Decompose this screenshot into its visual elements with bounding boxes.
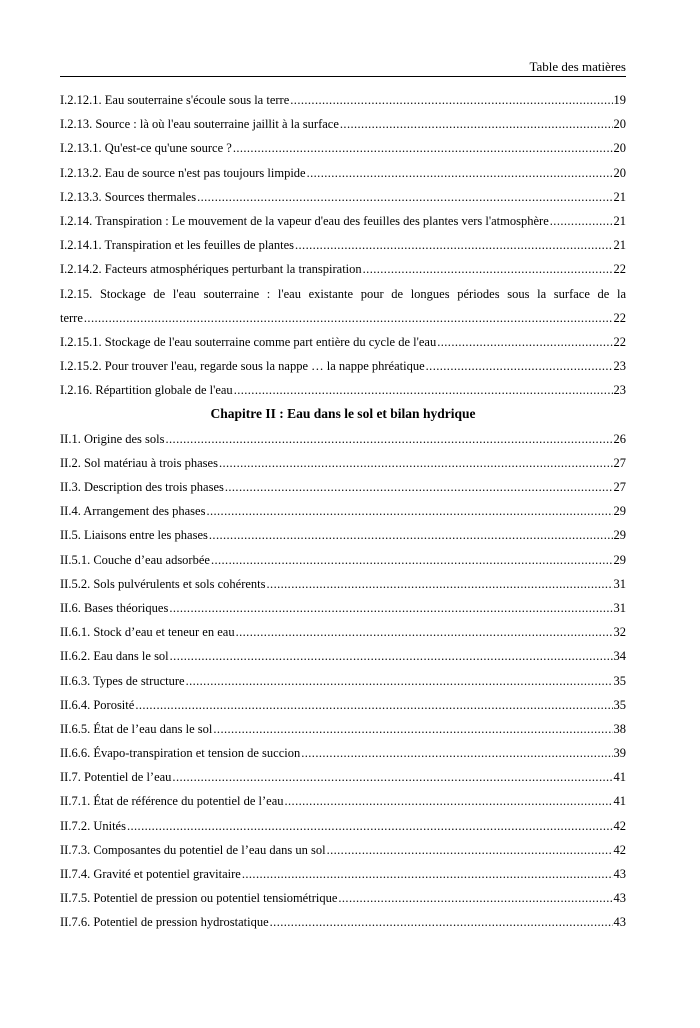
toc-entry[interactable] bbox=[60, 477, 626, 501]
toc-entry-page: 32 bbox=[613, 625, 626, 640]
toc-entry-page: 39 bbox=[613, 746, 626, 761]
dot-leader bbox=[206, 501, 612, 521]
dot-leader bbox=[550, 211, 613, 231]
toc-entry-label: II.1. Origine des sols bbox=[60, 431, 165, 446]
dot-leader bbox=[186, 671, 613, 691]
dot-leader bbox=[234, 380, 613, 400]
toc-entry[interactable] bbox=[60, 864, 626, 888]
table-of-contents bbox=[60, 90, 626, 937]
toc-entry-label: II.6.5. État de l’eau dans le sol bbox=[60, 721, 213, 736]
toc-entry-page: 35 bbox=[613, 673, 626, 688]
toc-entry[interactable] bbox=[60, 211, 626, 235]
toc-entry-label: II.6.4. Porosité bbox=[60, 697, 135, 712]
toc-entry-label: II.7.2. Unités bbox=[60, 818, 126, 833]
toc-entry[interactable] bbox=[60, 767, 626, 791]
toc-entry[interactable] bbox=[60, 550, 626, 574]
toc-entry-label: I.2.13.2. Eau de source n'est pas toujours limpide bbox=[60, 165, 306, 180]
toc-entry-label: I.2.14. Transpiration : Le mouvement de la vapeur d'eau des feuilles des plantes vers l'atmosphère bbox=[60, 213, 549, 228]
toc-entry[interactable] bbox=[60, 840, 626, 864]
toc-entry-label: II.2. Sol matériau à trois phases bbox=[60, 455, 218, 470]
toc-entry[interactable] bbox=[60, 90, 626, 114]
toc-entry-wrapped-line1[interactable] bbox=[60, 284, 626, 308]
toc-entry-page: 21 bbox=[613, 189, 626, 204]
dot-leader bbox=[242, 864, 613, 884]
toc-entry[interactable] bbox=[60, 598, 626, 622]
toc-entry[interactable] bbox=[60, 743, 626, 767]
toc-entry[interactable] bbox=[60, 187, 626, 211]
toc-entry-label: I.2.14.2. Facteurs atmosphériques perturbant la transpiration bbox=[60, 262, 362, 277]
toc-entry[interactable] bbox=[60, 356, 626, 380]
dot-leader bbox=[197, 187, 612, 207]
toc-entry-page: 22 bbox=[613, 334, 626, 349]
dot-leader bbox=[301, 743, 612, 763]
toc-entry-page: 42 bbox=[613, 818, 626, 833]
toc-entry-page: 29 bbox=[613, 528, 626, 543]
toc-entry[interactable] bbox=[60, 719, 626, 743]
dot-leader bbox=[307, 163, 613, 183]
dot-leader bbox=[172, 767, 612, 787]
toc-entry-page: 41 bbox=[613, 770, 626, 785]
dot-leader bbox=[267, 574, 613, 594]
toc-entry-label: II.4. Arrangement des phases bbox=[60, 504, 206, 519]
toc-entry-label: II.5.1. Couche d’eau adsorbée bbox=[60, 552, 210, 567]
toc-entry-page: 35 bbox=[613, 697, 626, 712]
dot-leader bbox=[84, 308, 613, 328]
dot-leader bbox=[338, 888, 612, 908]
toc-entry-page: 19 bbox=[613, 93, 626, 107]
toc-entry-page: 41 bbox=[613, 794, 626, 809]
dot-leader bbox=[219, 453, 613, 473]
toc-entry-page: 27 bbox=[613, 455, 626, 470]
toc-entry-page: 38 bbox=[613, 721, 626, 736]
toc-entry-label: I.2.15.1. Stockage de l'eau souterraine comme part entière du cycle de l'eau bbox=[60, 334, 437, 349]
toc-entry-page: 22 bbox=[613, 262, 626, 277]
toc-entry[interactable] bbox=[60, 163, 626, 187]
toc-entry[interactable] bbox=[60, 671, 626, 695]
dot-leader bbox=[225, 477, 613, 497]
dot-leader bbox=[233, 138, 613, 158]
toc-entry-label: I.2.13.1. Qu'est-ce qu'une source ? bbox=[60, 141, 232, 156]
toc-entry[interactable] bbox=[60, 501, 626, 525]
toc-entry-label: II.7.6. Potentiel de pression hydrostatique bbox=[60, 915, 269, 930]
dot-leader bbox=[426, 356, 613, 376]
dot-leader bbox=[290, 90, 612, 110]
toc-entry-page: 20 bbox=[613, 117, 626, 132]
toc-entry-label: II.6.1. Stock d’eau et teneur en eau bbox=[60, 625, 235, 640]
toc-entry-label: II.7.3. Composantes du potentiel de l’eau dans un sol bbox=[60, 842, 326, 857]
toc-entry[interactable] bbox=[60, 816, 626, 840]
toc-entry[interactable] bbox=[60, 380, 626, 404]
toc-entry-page: 29 bbox=[613, 504, 626, 519]
dot-leader bbox=[213, 719, 612, 739]
dot-leader bbox=[127, 816, 613, 836]
toc-entry[interactable] bbox=[60, 453, 626, 477]
toc-entry[interactable] bbox=[60, 791, 626, 815]
toc-entry-label: II.3. Description des trois phases bbox=[60, 480, 224, 494]
toc-entry-label: II.7. Potentiel de l’eau bbox=[60, 770, 172, 785]
toc-entry-page: 42 bbox=[613, 842, 626, 857]
toc-group-chapter-1 bbox=[60, 90, 626, 284]
toc-entry[interactable] bbox=[60, 622, 626, 646]
dot-leader bbox=[270, 912, 613, 932]
chapter-heading: Chapitre II : Eau dans le sol et bilan hydrique bbox=[210, 406, 476, 422]
toc-entry-label: II.7.4. Gravité et potentiel gravitaire bbox=[60, 867, 241, 881]
toc-entry-label: I.2.15. Stockage de l'eau souterraine : l'eau existante pour de longues périodes sous la surface de la bbox=[60, 286, 626, 301]
toc-entry-page: 31 bbox=[613, 576, 626, 591]
dot-leader bbox=[363, 259, 613, 279]
toc-entry-page: 43 bbox=[613, 867, 626, 881]
dot-leader bbox=[285, 791, 613, 811]
toc-entry[interactable] bbox=[60, 114, 626, 138]
running-header: Table des matières bbox=[529, 59, 626, 74]
toc-entry[interactable] bbox=[60, 695, 626, 719]
dot-leader bbox=[166, 429, 613, 449]
dot-leader bbox=[209, 525, 613, 545]
toc-entry-label: I.2.14.1. Transpiration et les feuilles de plantes bbox=[60, 238, 294, 253]
toc-entry-label: terre bbox=[60, 310, 83, 325]
dot-leader bbox=[236, 622, 613, 642]
toc-entry-page: 23 bbox=[613, 383, 626, 398]
toc-entry-page: 31 bbox=[613, 600, 626, 615]
toc-entry[interactable] bbox=[60, 332, 626, 356]
dot-leader bbox=[327, 840, 613, 860]
toc-entry[interactable] bbox=[60, 888, 626, 912]
toc-entry-label: II.6.6. Évapo-transpiration et tension de succion bbox=[60, 746, 301, 761]
toc-entry-label: II.6.2. Eau dans le sol bbox=[60, 649, 169, 664]
toc-entry[interactable] bbox=[60, 138, 626, 162]
toc-entry[interactable] bbox=[60, 235, 626, 259]
toc-entry-page: 21 bbox=[613, 238, 626, 253]
toc-entry-wrapped-line2[interactable] bbox=[60, 308, 626, 332]
toc-entry-label: II.6.3. Types de structure bbox=[60, 673, 185, 688]
dot-leader bbox=[340, 114, 613, 134]
toc-entry-label: I.2.15.2. Pour trouver l'eau, regarde sous la nappe … la nappe phréatique bbox=[60, 359, 425, 374]
toc-group-chapter-1-cont bbox=[60, 332, 626, 405]
toc-entry-label: I.2.13.3. Sources thermales bbox=[60, 189, 197, 204]
toc-entry-page: 27 bbox=[613, 480, 626, 494]
toc-entry-label: II.5.2. Sols pulvérulents et sols cohérents bbox=[60, 576, 266, 591]
toc-entry[interactable] bbox=[60, 259, 626, 283]
toc-entry-page: 34 bbox=[613, 649, 626, 664]
toc-entry-label: II.6. Bases théoriques bbox=[60, 600, 169, 615]
toc-entry[interactable] bbox=[60, 525, 626, 549]
toc-entry-label: I.2.12.1. Eau souterraine s'écoule sous la terre bbox=[60, 93, 290, 107]
header-rule bbox=[60, 76, 626, 77]
dot-leader bbox=[135, 695, 612, 715]
toc-entry-page: 43 bbox=[613, 915, 626, 930]
toc-entry-label: I.2.16. Répartition globale de l'eau bbox=[60, 383, 233, 398]
toc-entry-label: II.5. Liaisons entre les phases bbox=[60, 528, 208, 543]
toc-entry[interactable] bbox=[60, 429, 626, 453]
dot-leader bbox=[295, 235, 613, 255]
toc-group-chapter-2 bbox=[60, 429, 626, 937]
dot-leader bbox=[437, 332, 612, 352]
toc-entry-label: II.7.1. État de référence du potentiel de l’eau bbox=[60, 794, 284, 809]
toc-entry-page: 43 bbox=[613, 891, 626, 906]
dot-leader bbox=[170, 646, 613, 666]
toc-entry-label: II.7.5. Potentiel de pression ou potentiel tensiométrique bbox=[60, 891, 338, 906]
toc-entry-page: 23 bbox=[613, 359, 626, 374]
toc-entry[interactable] bbox=[60, 912, 626, 936]
dot-leader bbox=[211, 550, 613, 570]
toc-entry-page: 26 bbox=[613, 431, 626, 446]
toc-entry-page: 21 bbox=[613, 213, 626, 228]
toc-entry-page: 20 bbox=[613, 165, 626, 180]
toc-entry[interactable] bbox=[60, 646, 626, 670]
toc-entry-page: 29 bbox=[613, 552, 626, 567]
toc-entry-label: I.2.13. Source : là où l'eau souterraine jaillit à la surface bbox=[60, 117, 339, 132]
toc-entry[interactable] bbox=[60, 574, 626, 598]
toc-entry-page: 20 bbox=[613, 141, 626, 156]
dot-leader bbox=[169, 598, 612, 618]
toc-entry-page: 22 bbox=[613, 310, 626, 325]
